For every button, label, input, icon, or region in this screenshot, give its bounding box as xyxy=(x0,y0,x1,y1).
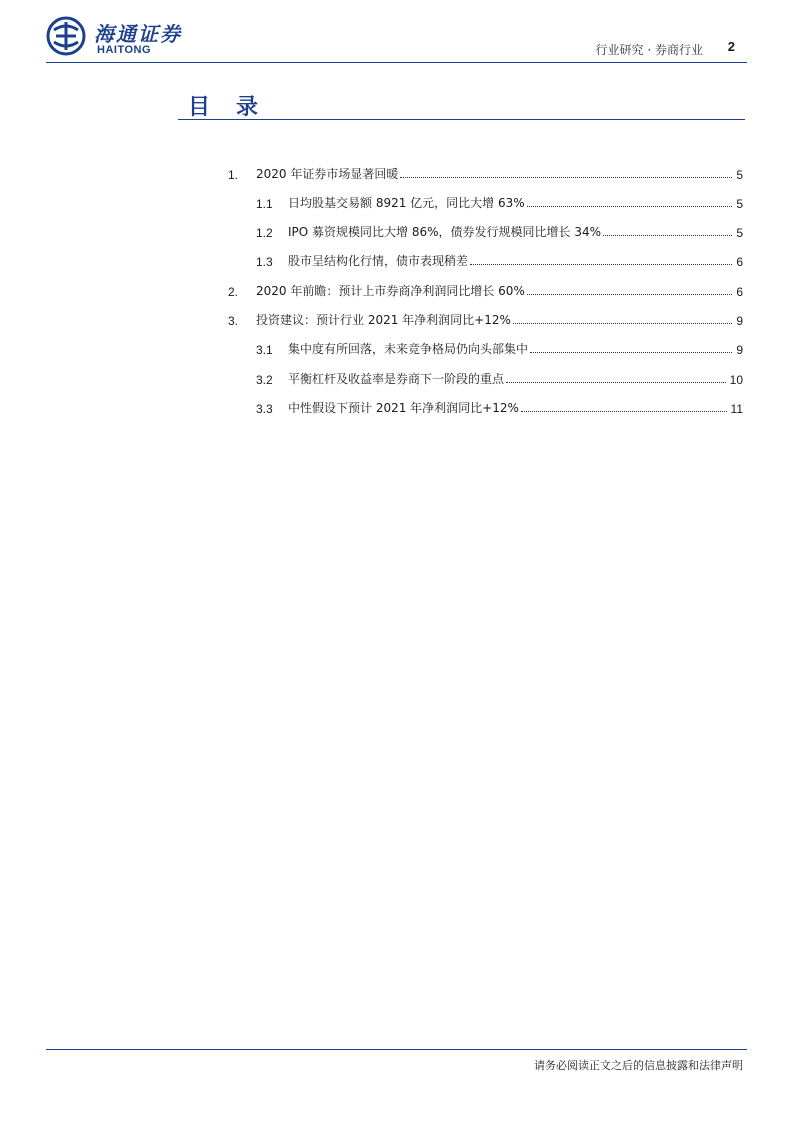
toc-dot-leader xyxy=(521,411,727,412)
footer-divider xyxy=(46,1049,747,1050)
toc-entry-page: 5 xyxy=(736,226,743,240)
logo-chinese-name: 海通证券 xyxy=(94,22,182,46)
toc-entry-page: 9 xyxy=(736,314,743,328)
page-number: 2 xyxy=(727,39,735,54)
toc-entry-page: 6 xyxy=(736,255,743,269)
toc-entry-number: 3.3 xyxy=(256,402,273,416)
toc-dot-leader xyxy=(527,294,732,295)
toc-entry[interactable] xyxy=(256,339,743,357)
toc-dot-leader xyxy=(506,382,726,383)
company-logo xyxy=(46,14,186,62)
toc-entry-title: 日均股基交易额 8921 亿元，同比大增 63% xyxy=(288,196,525,210)
toc-entry-number: 3. xyxy=(228,314,239,328)
header-divider xyxy=(46,62,747,63)
toc-dot-leader xyxy=(513,323,732,324)
toc-entry-number: 1.1 xyxy=(256,197,273,211)
toc-title-divider xyxy=(178,119,745,120)
toc-title: 目录 xyxy=(188,95,285,120)
toc-dot-leader xyxy=(530,352,732,353)
toc-dot-leader xyxy=(470,264,732,265)
toc-entry-title: IPO 募资规模同比大增 86%，债券发行规模同比增长 34% xyxy=(288,225,602,239)
toc-entry[interactable] xyxy=(228,310,743,328)
toc-entry[interactable] xyxy=(256,251,743,269)
toc-entry-number: 1.2 xyxy=(256,226,273,240)
toc-entry-number: 3.1 xyxy=(256,343,273,357)
toc-entry[interactable] xyxy=(256,398,743,416)
toc-entry-title: 2020 年证券市场显著回暖 xyxy=(256,167,399,181)
toc-entry[interactable] xyxy=(228,281,743,299)
toc-dot-leader xyxy=(527,206,733,207)
toc-entry-title: 投资建议：预计行业 2021 年净利润同比+12% xyxy=(256,313,511,327)
toc-entry-page: 9 xyxy=(736,343,743,357)
haitong-logo-icon xyxy=(46,16,86,56)
toc-entry-page: 6 xyxy=(736,285,743,299)
toc-entry-number: 2. xyxy=(228,285,239,299)
toc-entry-title: 中性假设下预计 2021 年净利润同比+12% xyxy=(288,401,519,415)
report-section-label: 行业研究 · 券商行业 xyxy=(595,43,703,57)
toc-entry-page: 10 xyxy=(729,373,743,387)
toc-entry-page: 5 xyxy=(736,197,743,211)
footer-disclaimer: 请务必阅读正文之后的信息披露和法律声明 xyxy=(534,1059,743,1072)
toc-entry-number: 1.3 xyxy=(256,255,273,269)
toc-entry-title: 平衡杠杆及收益率是券商下一阶段的重点 xyxy=(288,372,505,386)
toc-entry-number: 1. xyxy=(228,168,239,182)
toc-dot-leader xyxy=(400,177,732,178)
toc-entry-page: 5 xyxy=(736,168,743,182)
toc-entry-title: 股市呈结构化行情，债市表现稍差 xyxy=(288,254,469,268)
toc-dot-leader xyxy=(603,235,732,236)
toc-entry-page: 11 xyxy=(730,402,743,416)
toc-entry-title: 集中度有所回落，未来竞争格局仍向头部集中 xyxy=(288,342,529,356)
logo-english-name: HAITONG xyxy=(97,44,152,56)
toc-entry-number: 3.2 xyxy=(256,373,273,387)
toc-entry[interactable] xyxy=(256,193,743,211)
toc-entry[interactable] xyxy=(256,369,743,387)
toc-entry[interactable] xyxy=(256,222,743,240)
toc-entry-title: 2020 年前瞻：预计上市券商净利润同比增长 60% xyxy=(256,284,525,298)
toc-entry[interactable] xyxy=(228,164,743,182)
